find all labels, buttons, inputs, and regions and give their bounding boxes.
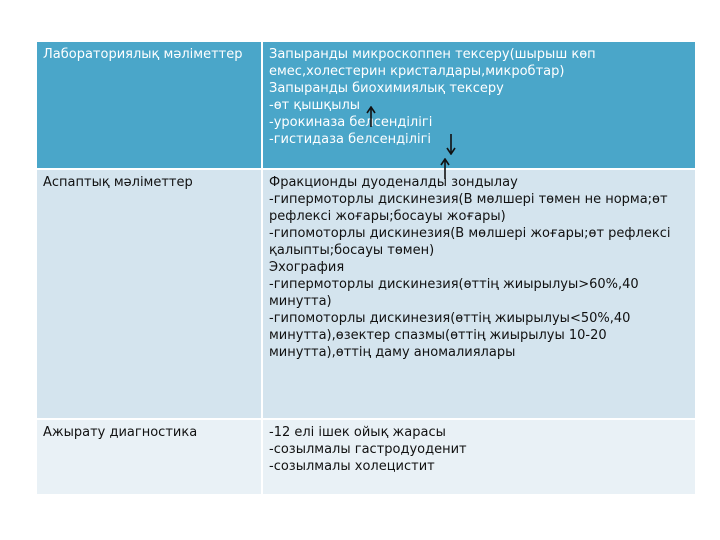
content-line: Запыранды биохимиялық тексеру — [269, 81, 504, 96]
content-line: Фракционды дуоденалды зондылау — [269, 175, 518, 190]
row-label: Аспаптық мәліметтер — [37, 169, 262, 419]
content-line: -гистидаза белсенділігі — [269, 132, 432, 147]
content-line: -гипермоторлы дискинезия(В мөлшері төмен не норма;өт рефлексі жоғары;босауы жоғары) — [269, 192, 672, 224]
arrow-up-icon — [440, 158, 450, 180]
content-line: -созылмалы холецистит — [269, 459, 435, 474]
arrow-up-icon — [366, 106, 376, 128]
content-line: -гипомоторлы дискинезия(өттің жиырылуы<50%,40 минутта),өзектер спазмы(өттің жиырылуы 10-20 минутта),өттің даму аномалиялары — [269, 311, 635, 360]
content-line: -гипермоторлы дискинезия(өттің жиырылуы>60%,40 минутта) — [269, 277, 643, 309]
content-line: -урокиназа белсенділігі — [269, 115, 433, 130]
row-content — [262, 419, 695, 495]
arrow-down-icon — [446, 133, 456, 155]
row-label: Ажырату диагностика — [37, 419, 262, 495]
table-row — [37, 419, 695, 495]
table-row — [37, 169, 695, 419]
row-content — [262, 169, 695, 419]
content-line: -өт қышқылы — [269, 98, 361, 113]
content-line: Запыранды микроскоппен тексеру(шырыш көп емес,холестерин кристалдары,микробтар) — [269, 47, 600, 79]
content-line: -12 елі ішек ойық жарасы — [269, 425, 446, 440]
content-line: -гипомоторлы дискинезия(В мөлшері жоғары;өт рефлексі қалыпты;босауы төмен) — [269, 226, 675, 258]
row-label: Лабораториялық мәліметтер — [37, 42, 262, 169]
content-line: -созылмалы гастродуоденит — [269, 442, 467, 457]
row-content — [262, 42, 695, 169]
content-line: Эхография — [269, 260, 345, 275]
